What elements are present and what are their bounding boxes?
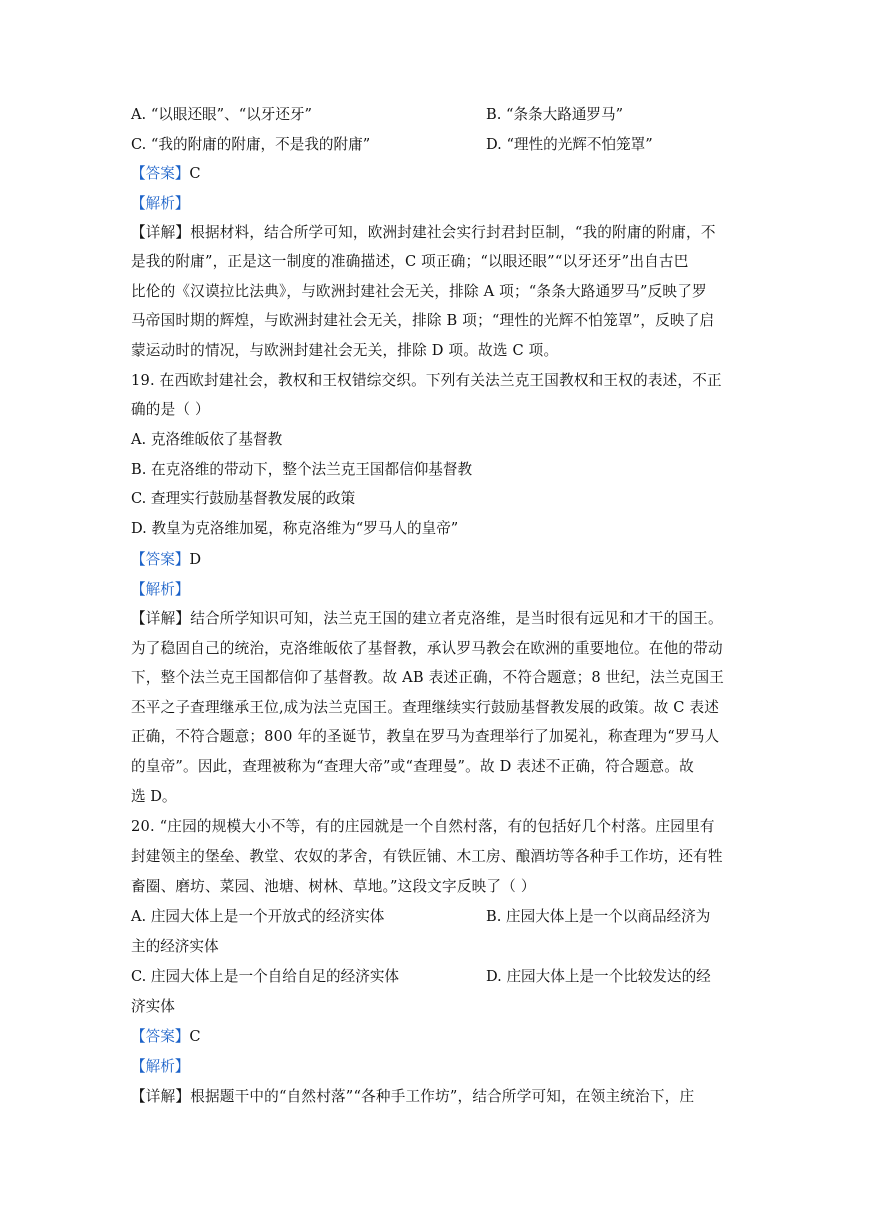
q19-option-d: D. 教皇为克洛维加冕，称克洛维为“罗马人的皇帝” [131,520,459,537]
q18-option-b: B. “条条大路通罗马” [486,106,624,123]
answer-value: C [189,1028,201,1045]
q19-detail-line-6: 的皇帝”。因此，查理被称为“查理大帝”或“查理曼”。故 D 表述不正确，符合题意。故 [131,758,694,775]
detail-text: 结合所学知识可知，法兰克王国的建立者克洛维，是当时很有远见和才干的国王。 [190,610,723,627]
q20-option-c: C. 庄园大体上是一个自给自足的经济实体 [131,968,400,985]
analysis-tag: 【解析】 [131,1058,190,1075]
answer-tag: 【答案】 [131,551,190,568]
q20-option-b: B. 庄园大体上是一个以商品经济为 [486,908,711,925]
detail-tag: 【详解】 [131,1088,191,1105]
q18-option-d: D. “理性的光辉不怕笼罩” [486,136,653,153]
q20-option-b-continued: 主的经济实体 [131,938,219,955]
q19-detail-line-1 [131,604,737,634]
detail-tag: 【详解】 [131,224,191,241]
q19-stem-line-1: 19. 在西欧封建社会，教权和王权错综交织。下列有关法兰克王国教权和王权的表述，不正 [131,372,722,389]
q19-answer [131,545,201,575]
q18-analysis-tag [131,189,189,219]
q19-option-c: C. 查理实行鼓励基督教发展的政策 [131,490,356,507]
q20-analysis-tag [131,1052,189,1082]
q19-detail-line-5: 正确，不符合题意；800 年的圣诞节，教皇在罗马为查理举行了加冕礼，称查理为“罗马人 [131,728,720,745]
q20-option-a: A. 庄园大体上是一个开放式的经济实体 [131,908,385,925]
q20-stem-line-1: 20. “庄园的规模大小不等，有的庄园就是一个自然村落，有的包括好几个村落。庄园里有 [131,818,715,835]
detail-text: 根据材料，结合所学可知，欧洲封建社会实行封君封臣制，“我的附庸的附庸，不 [190,224,716,241]
analysis-tag: 【解析】 [131,195,190,212]
answer-value: D [189,551,202,568]
q18-detail-line-1 [131,218,737,248]
q18-option-c: C. “我的附庸的附庸，不是我的附庸” [131,136,371,153]
q20-answer [131,1022,201,1052]
q19-option-a: A. 克洛维皈依了基督教 [131,431,283,448]
q18-detail-line-3: 比伦的《汉谟拉比法典》，与欧洲封建社会无关，排除 A 项；“条条大路通罗马”反映了罗 [131,283,707,300]
detail-text: 根据题干中的“自然村落”“各种手工作坊”，结合所学可知，在领主统治下，庄 [190,1088,695,1105]
q20-option-d-continued: 济实体 [131,998,175,1015]
analysis-tag: 【解析】 [131,581,190,598]
q18-option-a: A. “以眼还眼”、“以牙还牙” [131,106,313,123]
q19-detail-line-2: 为了稳固自己的统治，克洛维皈依了基督教，承认罗马教会在欧洲的重要地位。在他的带动 [131,640,723,657]
q19-detail-line-7: 选 D。 [131,788,177,805]
answer-value: C [189,165,201,182]
q20-option-d: D. 庄园大体上是一个比较发达的经 [486,968,711,985]
q18-detail-line-5: 蒙运动时的情况，与欧洲封建社会无关，排除 D 项。故选 C 项。 [131,342,559,359]
q19-detail-line-4: 丕平之子查理继承王位,成为法兰克国王。查理继续实行鼓励基督教发展的政策。故 C 表述 [131,699,720,716]
q18-detail-line-2: 是我的附庸”，正是这一制度的准确描述，C 项正确；“以眼还眼”“以牙还牙”出自古巴 [131,253,689,270]
q20-stem-line-3: 畜圈、磨坊、菜园、池塘、树林、草地。”这段文字反映了（ ） [131,878,536,895]
detail-tag: 【详解】 [131,610,191,627]
q19-stem-line-2: 确的是（ ） [131,401,210,418]
answer-tag: 【答案】 [131,165,190,182]
q19-option-b: B. 在克洛维的带动下，整个法兰克王国都信仰基督教 [131,461,473,478]
q20-stem-line-2: 封建领主的堡垒、教堂、农奴的茅舍，有铁匠铺、木工房、酿酒坊等各种手工作坊，还有牲 [131,848,723,865]
q19-detail-line-3: 下，整个法兰克王国都信仰了基督教。故 AB 表述正确，不符合题意；8 世纪，法兰克国王 [131,669,725,686]
q18-answer [131,159,201,189]
q19-analysis-tag [131,575,189,605]
q20-detail-line-1 [131,1082,737,1112]
q18-detail-line-4: 马帝国时期的辉煌，与欧洲封建社会无关，排除 B 项；“理性的光辉不怕笼罩”，反映了启 [131,312,715,329]
answer-tag: 【答案】 [131,1028,190,1045]
